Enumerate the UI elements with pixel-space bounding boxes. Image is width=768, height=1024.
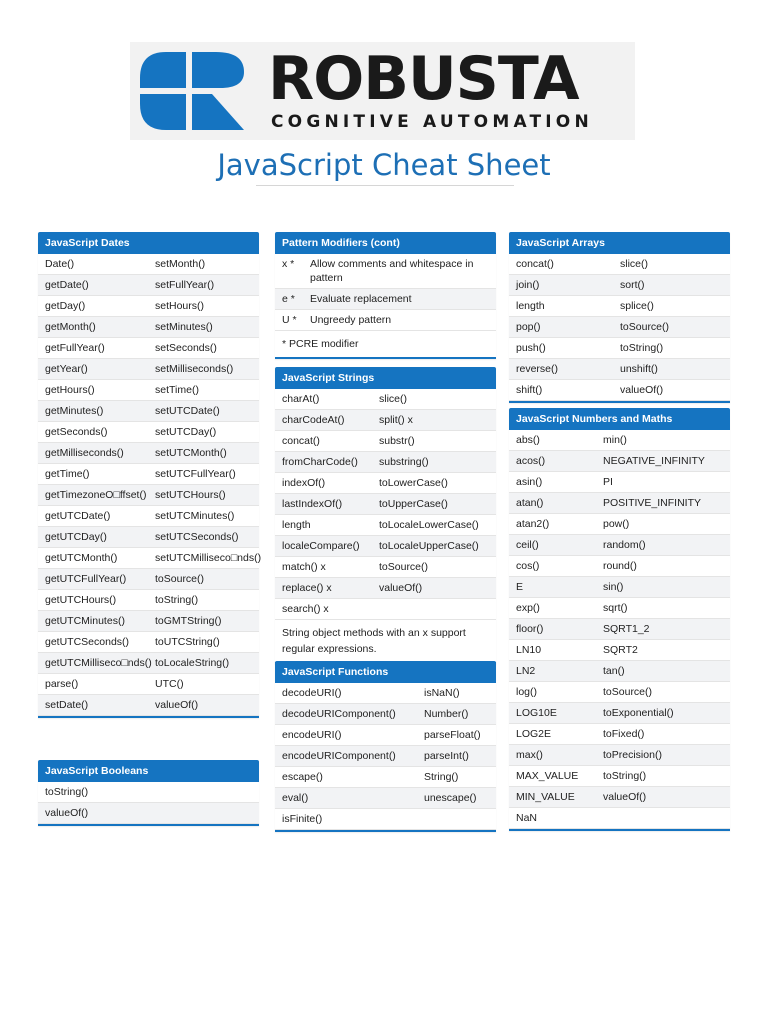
table-cell: isFinite() <box>282 813 323 825</box>
table-cell: slice() <box>379 393 407 405</box>
table-cell: charAt() <box>282 393 320 405</box>
table-row <box>38 338 259 359</box>
table-row <box>38 485 259 506</box>
table-row <box>38 359 259 380</box>
table-row <box>38 506 259 527</box>
table-row <box>509 472 730 493</box>
table-cell: setSeconds() <box>155 342 217 354</box>
table-cell: split() x <box>379 414 413 426</box>
table-row <box>275 254 496 289</box>
table-cell: floor() <box>516 623 544 635</box>
table-cell: getUTCMinutes() <box>45 615 125 627</box>
table-cell: valueOf() <box>45 807 89 819</box>
table-cell: length <box>282 519 311 531</box>
table-cell: getUTCMonth() <box>45 552 118 564</box>
table-row <box>509 766 730 787</box>
table-row <box>275 809 496 830</box>
table-row <box>509 535 730 556</box>
panel-title: JavaScript Strings <box>275 367 496 389</box>
table-cell: decodeURIComponent() <box>282 708 396 720</box>
table-cell: toPrecision() <box>603 749 662 761</box>
table-cell: LOG10E <box>516 707 557 719</box>
panel-title: JavaScript Arrays <box>509 232 730 254</box>
table-cell: PI <box>603 476 613 488</box>
table-cell: sqrt() <box>603 602 628 614</box>
table-row <box>509 787 730 808</box>
table-cell: setUTCMinutes() <box>155 510 235 522</box>
table-cell: getTime() <box>45 468 90 480</box>
table-cell: localeCompare() <box>282 540 360 552</box>
table-cell: setMilliseconds() <box>155 363 234 375</box>
panel-rows <box>38 254 262 718</box>
table-cell: U * <box>282 314 297 326</box>
table-cell: join() <box>516 279 540 291</box>
table-row <box>275 704 496 725</box>
table-row <box>509 640 730 661</box>
panel-functions <box>275 661 496 832</box>
table-cell: valueOf() <box>155 699 199 711</box>
table-cell: tan() <box>603 665 625 677</box>
table-cell: getUTCHours() <box>45 594 117 606</box>
table-cell: toUpperCase() <box>379 498 448 510</box>
table-cell: UTC() <box>155 678 184 690</box>
table-cell: POSITIVE_INFINITY <box>603 497 702 509</box>
table-cell: toSource() <box>620 321 670 333</box>
table-row <box>275 788 496 809</box>
table-cell: NaN <box>516 812 538 824</box>
table-cell <box>372 602 496 616</box>
table-cell: setUTCHours() <box>155 489 226 501</box>
table-cell: unescape() <box>424 792 477 804</box>
table-row <box>38 653 259 674</box>
panel-dates <box>38 232 262 718</box>
table-cell: NEGATIVE_INFINITY <box>603 455 705 467</box>
table-cell: toLocaleLowerCase() <box>379 519 479 531</box>
table-cell: min() <box>603 434 627 446</box>
table-row <box>509 661 730 682</box>
table-row <box>275 431 496 452</box>
table-cell: pop() <box>516 321 541 333</box>
table-row <box>509 556 730 577</box>
table-cell: setUTCDay() <box>155 426 217 438</box>
table-cell <box>417 812 496 826</box>
table-cell: toSource() <box>379 561 429 573</box>
table-cell: getMonth() <box>45 321 96 333</box>
table-row <box>275 289 496 310</box>
table-cell: splice() <box>620 300 654 312</box>
table-cell: Number() <box>424 708 469 720</box>
table-cell: toGMTString() <box>155 615 222 627</box>
table-row <box>509 430 730 451</box>
table-row <box>275 473 496 494</box>
table-cell: substring() <box>379 456 429 468</box>
table-cell: decodeURI() <box>282 687 342 699</box>
table-row <box>38 464 259 485</box>
table-cell: toUTCString() <box>155 636 220 648</box>
table-row <box>509 296 730 317</box>
table-cell: valueOf() <box>603 791 647 803</box>
panel-title: JavaScript Booleans <box>38 760 259 782</box>
page-title: JavaScript Cheat Sheet <box>217 148 551 182</box>
table-row <box>275 557 496 578</box>
table-cell: ceil() <box>516 539 539 551</box>
table-cell: setMonth() <box>155 258 206 270</box>
table-cell: setDate() <box>45 699 89 711</box>
table-cell: toFixed() <box>603 728 645 740</box>
table-cell: round() <box>603 560 637 572</box>
table-cell: push() <box>516 342 546 354</box>
table-row <box>509 254 730 275</box>
brand-tagline: COGNITIVE AUTOMATION <box>271 112 593 132</box>
table-row <box>38 695 259 716</box>
table-cell: toLowerCase() <box>379 477 448 489</box>
table-cell: Evaluate replacement <box>310 293 412 305</box>
table-row <box>509 745 730 766</box>
table-row <box>38 296 259 317</box>
table-cell: unshift() <box>620 363 658 375</box>
table-row <box>38 569 259 590</box>
panel-rows <box>275 389 496 620</box>
table-cell: getDay() <box>45 300 86 312</box>
table-row <box>38 422 259 443</box>
panel-note: String object methods with an x support regular expressions. <box>275 620 496 664</box>
table-cell: parseInt() <box>424 750 469 762</box>
table-cell: MIN_VALUE <box>516 791 575 803</box>
panel-title: JavaScript Numbers and Maths <box>509 408 730 430</box>
table-row <box>275 389 496 410</box>
panel-rows <box>275 254 496 331</box>
table-cell: abs() <box>516 434 540 446</box>
table-cell: SQRT2 <box>603 644 638 656</box>
table-row <box>38 632 259 653</box>
table-cell: LN10 <box>516 644 542 656</box>
table-row <box>509 380 730 401</box>
table-cell: encodeURIComponent() <box>282 750 396 762</box>
table-cell: getUTCDate() <box>45 510 111 522</box>
table-row <box>38 611 259 632</box>
table-cell: getMinutes() <box>45 405 104 417</box>
table-cell: indexOf() <box>282 477 326 489</box>
table-cell: fromCharCode() <box>282 456 358 468</box>
table-cell <box>596 811 730 825</box>
table-cell: pow() <box>603 518 630 530</box>
table-row <box>38 527 259 548</box>
table-cell: cos() <box>516 560 540 572</box>
table-row <box>275 599 496 620</box>
table-cell: eval() <box>282 792 309 804</box>
table-row <box>509 514 730 535</box>
panel-strings <box>275 367 496 664</box>
table-row <box>509 703 730 724</box>
table-row <box>275 746 496 767</box>
table-cell: getUTCDay() <box>45 531 107 543</box>
table-row <box>38 275 259 296</box>
table-cell: slice() <box>620 258 648 270</box>
table-row <box>509 808 730 829</box>
table-row <box>509 338 730 359</box>
table-row <box>275 767 496 788</box>
table-cell: getHours() <box>45 384 95 396</box>
table-cell: toSource() <box>155 573 205 585</box>
table-row <box>38 317 259 338</box>
table-cell: valueOf() <box>620 384 664 396</box>
title-divider <box>256 185 514 186</box>
panel-title: Pattern Modifiers (cont) <box>275 232 496 254</box>
table-cell: getSeconds() <box>45 426 108 438</box>
table-cell: lastIndexOf() <box>282 498 343 510</box>
table-cell: log() <box>516 686 538 698</box>
table-cell: SQRT1_2 <box>603 623 650 635</box>
table-row <box>38 803 259 824</box>
table-cell: exp() <box>516 602 540 614</box>
panel-arrays <box>509 232 730 403</box>
table-row <box>275 310 496 331</box>
table-cell: LOG2E <box>516 728 552 740</box>
table-row <box>509 619 730 640</box>
table-row <box>509 451 730 472</box>
table-cell: Ungreedy pattern <box>310 314 392 326</box>
panel-rows <box>38 782 259 826</box>
table-cell: x * <box>282 258 295 270</box>
table-row <box>38 674 259 695</box>
table-row <box>509 359 730 380</box>
table-cell: setUTCFullYear() <box>155 468 236 480</box>
table-cell: match() x <box>282 561 326 573</box>
table-row <box>275 536 496 557</box>
table-cell: toString() <box>620 342 664 354</box>
table-row <box>38 254 259 275</box>
table-row <box>38 401 259 422</box>
table-cell: toExponential() <box>603 707 674 719</box>
table-cell: escape() <box>282 771 323 783</box>
table-cell: parseFloat() <box>424 729 481 741</box>
table-cell: substr() <box>379 435 415 447</box>
table-row <box>38 548 262 569</box>
table-cell: search() x <box>282 603 329 615</box>
table-cell: setUTCMilliseco□nds() <box>155 552 262 564</box>
table-cell: atan() <box>516 497 544 509</box>
table-cell: getYear() <box>45 363 88 375</box>
panel-pattern-modifiers <box>275 232 496 359</box>
table-cell: getUTCSeconds() <box>45 636 130 648</box>
brand-name: ROBUSTA <box>268 44 579 114</box>
panel-rows <box>509 254 730 403</box>
table-cell: MAX_VALUE <box>516 770 579 782</box>
panel-note: * PCRE modifier <box>275 331 496 359</box>
table-row <box>275 515 496 536</box>
table-row <box>275 494 496 515</box>
table-row <box>275 725 496 746</box>
table-cell: shift() <box>516 384 543 396</box>
table-cell: getDate() <box>45 279 89 291</box>
table-cell: toString() <box>45 786 89 798</box>
table-cell: setTime() <box>155 384 199 396</box>
table-cell: charCodeAt() <box>282 414 345 426</box>
table-cell: reverse() <box>516 363 559 375</box>
table-cell: atan2() <box>516 518 550 530</box>
table-cell: Date() <box>45 258 75 270</box>
table-cell: toString() <box>603 770 647 782</box>
table-cell: asin() <box>516 476 543 488</box>
table-cell: Allow comments and whitespace in pattern <box>310 258 474 284</box>
table-cell: random() <box>603 539 646 551</box>
table-row <box>275 683 496 704</box>
panel-numbers <box>509 408 730 831</box>
table-cell: toLocaleUpperCase() <box>379 540 479 552</box>
table-cell: acos() <box>516 455 546 467</box>
table-row <box>509 682 730 703</box>
table-cell: valueOf() <box>379 582 423 594</box>
table-row <box>275 452 496 473</box>
table-cell: getTimezoneO□ffset() <box>45 489 147 501</box>
table-row <box>509 577 730 598</box>
table-cell: toString() <box>155 594 199 606</box>
table-cell: setUTCMonth() <box>155 447 227 459</box>
table-row <box>275 410 496 431</box>
table-cell: getUTCMilliseco□nds() <box>45 657 152 669</box>
robusta-logo-icon <box>136 48 248 134</box>
table-cell: String() <box>424 771 459 783</box>
table-row <box>38 443 259 464</box>
table-cell: getMilliseconds() <box>45 447 124 459</box>
table-cell: setHours() <box>155 300 205 312</box>
table-row <box>509 724 730 745</box>
panel-rows <box>275 683 496 832</box>
panel-booleans <box>38 760 259 826</box>
table-row <box>509 493 730 514</box>
table-cell: toLocaleString() <box>155 657 230 669</box>
panel-title: JavaScript Dates <box>38 232 259 254</box>
table-cell: getFullYear() <box>45 342 105 354</box>
panel-title: JavaScript Functions <box>275 661 496 683</box>
table-cell: sort() <box>620 279 645 291</box>
table-row <box>38 590 259 611</box>
table-row <box>509 317 730 338</box>
table-cell: length <box>516 300 545 312</box>
table-cell: max() <box>516 749 543 761</box>
table-row <box>275 578 496 599</box>
panel-rows <box>509 430 730 831</box>
table-row <box>509 598 730 619</box>
table-cell: setUTCSeconds() <box>155 531 239 543</box>
table-cell: encodeURI() <box>282 729 342 741</box>
table-cell: isNaN() <box>424 687 460 699</box>
table-cell: setFullYear() <box>155 279 215 291</box>
table-row <box>509 275 730 296</box>
table-cell: LN2 <box>516 665 536 677</box>
table-row <box>38 782 259 803</box>
table-cell: concat() <box>282 435 320 447</box>
table-cell: toSource() <box>603 686 653 698</box>
table-cell: parse() <box>45 678 79 690</box>
table-cell: concat() <box>516 258 554 270</box>
table-cell: setUTCDate() <box>155 405 220 417</box>
table-cell: setMinutes() <box>155 321 213 333</box>
table-row <box>38 380 259 401</box>
table-cell: e * <box>282 293 295 305</box>
table-cell: getUTCFullYear() <box>45 573 127 585</box>
table-cell: sin() <box>603 581 624 593</box>
table-cell: replace() x <box>282 582 332 594</box>
table-cell: E <box>516 581 524 593</box>
brand-logo <box>130 42 635 140</box>
